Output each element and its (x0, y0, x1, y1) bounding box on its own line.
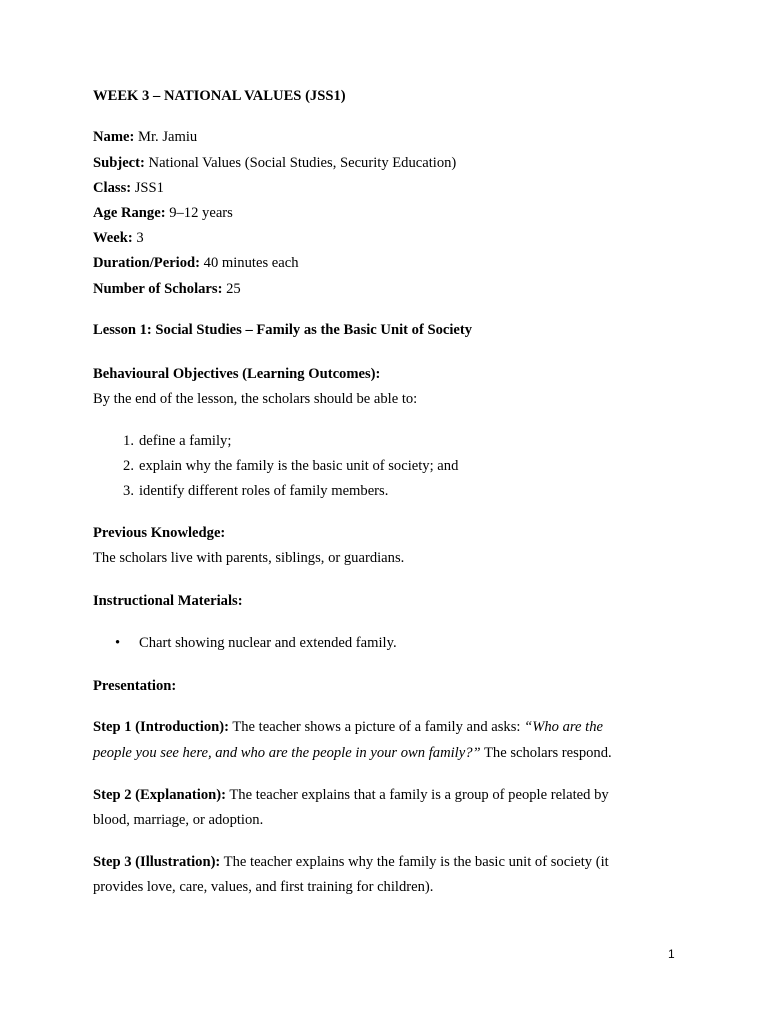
bullet-icon: • (115, 635, 121, 651)
document-title: WEEK 3 – NATIONAL VALUES (JSS1) (93, 88, 346, 104)
materials-heading: Instructional Materials: (93, 593, 243, 609)
info-label: Class: (93, 180, 132, 196)
step2-line2: blood, marriage, or adoption. (93, 812, 264, 828)
list-number: 3. (123, 483, 134, 499)
lesson-title: Lesson 1: Social Studies – Family as the Basic Unit of Society (93, 322, 473, 338)
info-value: 9–12 years (165, 205, 233, 221)
info-value: JSS1 (131, 180, 164, 196)
objectives-heading: Behavioural Objectives (Learning Outcomes): (93, 366, 381, 382)
list-text: identify different roles of family members. (139, 483, 389, 499)
info-label: Number of Scholars: (93, 281, 223, 297)
step2-line1: Step 2 (Explanation): The teacher explains that a family is a group of people related by (93, 787, 609, 803)
info-class (93, 179, 164, 197)
info-subject (93, 154, 456, 172)
step1-line2: people you see here, and who are the people in your own family?” The scholars respond. (93, 745, 612, 761)
info-label: Subject: (93, 155, 145, 171)
info-age-range (93, 204, 233, 222)
previous-text: The scholars live with parents, siblings, or guardians. (93, 550, 405, 566)
list-number: 1. (123, 433, 134, 449)
list-number: 2. (123, 458, 134, 474)
presentation-heading: Presentation: (93, 678, 177, 694)
info-label: Name: (93, 129, 135, 145)
step3-line1: Step 3 (Illustration): The teacher explains why the family is the basic unit of society (it (93, 854, 609, 870)
list-text: explain why the family is the basic unit of society; and (139, 458, 459, 474)
info-name (93, 128, 197, 146)
objectives-intro: By the end of the lesson, the scholars should be able to: (93, 391, 418, 407)
info-value: Mr. Jamiu (134, 129, 198, 145)
info-label: Week: (93, 230, 133, 246)
step1-line1: Step 1 (Introduction): The teacher shows a picture of a family and asks: “Who are the (93, 719, 604, 735)
page-number: 1 (668, 947, 675, 961)
info-label: Duration/Period: (93, 255, 201, 271)
step-label: Step 3 (Illustration): (93, 854, 221, 870)
info-value: 25 (222, 281, 241, 297)
step-label: Step 2 (Explanation): (93, 787, 226, 803)
info-value: 3 (132, 230, 144, 246)
list-text: define a family; (139, 433, 232, 449)
info-value: 40 minutes each (200, 255, 299, 271)
step-label: Step 1 (Introduction): (93, 719, 229, 735)
info-duration (93, 254, 299, 272)
previous-heading: Previous Knowledge: (93, 525, 226, 541)
info-value: National Values (Social Studies, Security Education) (144, 155, 457, 171)
info-label: Age Range: (93, 205, 166, 221)
step3-line2: provides love, care, values, and first training for children). (93, 879, 434, 895)
info-week (93, 229, 144, 247)
info-scholars (93, 280, 241, 298)
list-text: Chart showing nuclear and extended family. (139, 635, 397, 651)
